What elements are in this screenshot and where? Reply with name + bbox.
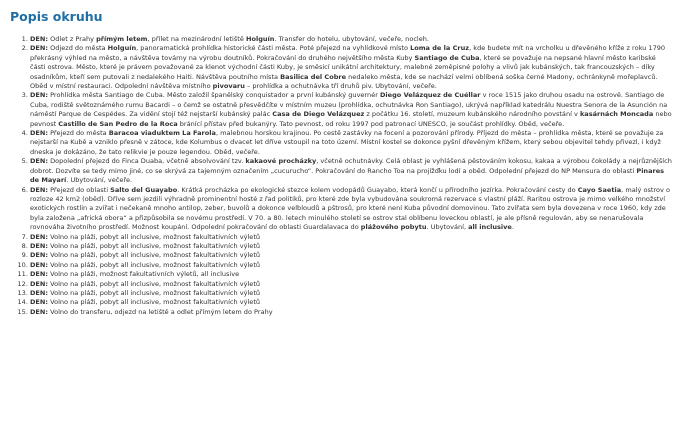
day-label: DEN: [30,44,49,53]
day-text: , kde budete mít na vrcholku u dřevěného kříže z roku 1790 překrásný výhled na město, a návštěva továrny na výrobu doutníků. Pokračování do druhého největšího města Kuby [30,44,666,62]
day-item [30,91,673,129]
day-text: – prohlídka a ochutnávka tří druhů piv. Ubytování, večeře. [244,82,437,91]
highlight-text: Pinares de Mayarí [30,166,665,185]
highlight-text: Cayo Saetia [577,185,622,194]
highlight-text: Santiago de Cuba [414,53,480,62]
day-item [30,298,673,307]
day-item [30,308,673,317]
day-item [30,186,673,233]
day-label: DEN: [30,279,49,288]
day-item [30,242,673,251]
highlight-text: Loma de la Cruz [410,44,470,53]
highlight-text: Baracoa viaduktem La Farola [108,129,216,138]
day-item [30,289,673,298]
highlight-text: Holguín [245,35,275,43]
day-label: DEN: [30,35,49,43]
day-text: , přílet na mezinárodní letiště [147,35,246,43]
day-label: DEN: [30,185,49,194]
day-text: z počátku 16. století, muzeum kubánského národního povstání v [364,110,580,119]
day-item [30,280,673,289]
day-text: nedaleko města, kde se nachází velmi oblíbená soška černé Madony, ochránkyně mořeplavců. Oběd v místní restauraci. Odpolední návštěva místního [30,72,658,91]
day-text: . [511,223,514,232]
day-text: Volno na pláži, pobyt all inclusive, možnost fakultativních výletů [48,251,261,260]
day-item [30,157,673,185]
highlight-text: pivovaru [212,82,245,91]
day-text: Volno na pláži, pobyt all inclusive, možnost fakultativních výletů [48,298,261,307]
day-text: Přejezd do oblasti [48,185,111,194]
highlight-text: Diego Velázquez de Cuéllar [380,91,481,100]
day-item [30,35,673,44]
day-label: DEN: [30,270,49,279]
day-list [10,35,673,317]
highlight-text: kakaové procházky [245,157,317,166]
day-label: DEN: [30,307,49,316]
day-label: DEN: [30,288,49,297]
day-text: Volno do transferu, odjezd na letiště a odlet přímým letem do Prahy [48,307,273,316]
day-text: . Ubytování, [426,223,469,232]
day-label: DEN: [30,260,49,269]
day-text: bránící přístav před bukanýry. Tato pevnost, od roku 1997 pod patronací UNESCO, je součást prohlídky. Oběd, večeře. [177,119,565,128]
highlight-text: plážového pobytu [360,223,427,232]
day-text: , včetně ochutnávky. Celá oblast je vyhlášená pěstováním kokosu, kakaa a výrobou čokolády a nejrůznějších dobrot. Dozvíte se tedy mimo jiné, co se skrývá za tajemným označením „cucurucho“. Pokračování do Rancho Toa na projížďku lodí a oběd. Odpolední přejezd do NP Mensura do oblasti [30,157,672,175]
day-label: DEN: [30,241,49,250]
highlight-text: Casa de Diego Velázquez [272,110,365,119]
highlight-text: Basilica del Cobre [280,72,347,81]
highlight-text: Salto del Guayabo [110,185,178,194]
day-label: DEN: [30,129,49,138]
day-text: Dopolední přejezd do Finca Duaba, včetně absolvování tzv. [48,157,246,166]
day-label: DEN: [30,157,49,166]
day-label: DEN: [30,251,49,260]
day-text: Odlet z Prahy [48,35,97,43]
day-text: . Transfer do hotelu, ubytování, večeře, nocleh. [274,35,430,43]
page-title: Popis okruhu [10,9,103,24]
day-item [30,261,673,270]
day-text: nebo pevnost [30,110,672,128]
day-item [30,233,673,242]
day-text: , panoramatická prohlídka historické části města. Poté přejezd na vyhlídkové místo [136,44,411,53]
day-text: Odjezd do města [48,44,108,53]
day-item [30,251,673,260]
highlight-text: kasárnách Moncada [579,110,654,119]
day-text: Volno na pláži, pobyt all inclusive, možnost fakultativních výletů [48,279,261,288]
day-text: , malý ostrov o rozloze 42 km2 (oběd). Dříve sem jezdili výhradně prominentní hosté z řad politiků, pro které zde byla vybudována soukromá rezervace s vlastní pláží. Raritou ostrova je mimo velkého množství exotických rostlin a zvířat i nečekaně mnoho antilop, zeber, buvolů a dokonce velbloudů a pštrosů, pro které není Kuba původní domovinou. Tato zvířata sem byla dovezena v roce 1960, kdy zde byla založena „africká obora“ a přizpůsobila se novému prostředí. V 70. a 80. letech minulého století se ostrov stal oblíbenu loveckou oblastí, je ale přísně regulován, aby se nenarušovala rovnováha životního prostředí. Možnost koupání. Odpolední pokračování do oblasti Guardalavaca do [30,185,670,232]
day-label: DEN: [30,298,49,307]
highlight-text: Holguín [107,44,137,53]
day-label: DEN: [30,232,49,241]
day-item [30,44,673,91]
highlight-text: přímým letem [96,35,148,43]
day-text: , malebnou horskou krajinou. Po cestě zastávky na focení a pozorování přírody. Příjezd do města – prohlídka města, které se považuje za nejstarší na Kubě a vzniklo přesně v zátoce, kde Kolumbus o dvacet let dříve vstoupil na toto území. Místní kostel se dokonce pyšní dřevěným křížem, který sebou objevitel tehdy přivezl, i když dneska je dokázáno, že tato relikvie je pouze legendou. Oběd, večeře. [30,129,664,156]
day-text: Volno na pláži, pobyt all inclusive, možnost fakultativních výletů [48,288,261,297]
highlight-text: all inclusive [468,223,512,232]
day-text: Prohlídka města Santiago de Cuba. Město založil španělský conquistador a první kubánský guvernér [48,91,380,100]
day-item [30,270,673,279]
day-text: , které se považuje na nepsané hlavní město karibské části ostrova. Město, které je právem považované za klenot východní části Kuby, je směsicí unikátní architektury, malebné zeměpisné polohy a vlivů jak kubánských, tak francouzských – díky osadníkům, kteří sem putovali z nedalekého Haiti. Návštěva poutního místa [30,53,656,81]
day-text: Volno na pláži, možnost fakultativních výletů, all inclusive [48,270,240,279]
day-text: Volno na pláži, pobyt all inclusive, možnost fakultativních výletů [48,232,261,241]
day-text: Volno na pláži, pobyt all inclusive, možnost fakultativních výletů [48,241,261,250]
day-label: DEN: [30,91,49,100]
day-text: Přejezd do města [48,129,109,138]
day-text: . Krátká procházka po ekologické stezce kolem vodopádů Guayabo, která končí u přírodního jezírka. Pokračování cesty do [177,185,578,194]
day-item [30,129,673,157]
highlight-text: Castillo de San Pedro de la Roca [58,119,178,128]
day-text: v roce 1515 jako druhou osadu na ostrově. Santiago de Cuba, rodiště světoznámého rumu Bacardi – o čemž se ostatně přesvědčíte v místním muzeu (prohlídka, ochutnávka Ron Santiago), ukrývá například katedrálu Nuestra Senora de la Asunción na náměstí Parque de Cespédes. Za vidění stojí též nejstarší kubánský palác [30,91,668,119]
day-text: . Ubytování, večeře. [66,176,133,185]
day-text: Volno na pláži, pobyt all inclusive, možnost fakultativních výletů [48,260,261,269]
